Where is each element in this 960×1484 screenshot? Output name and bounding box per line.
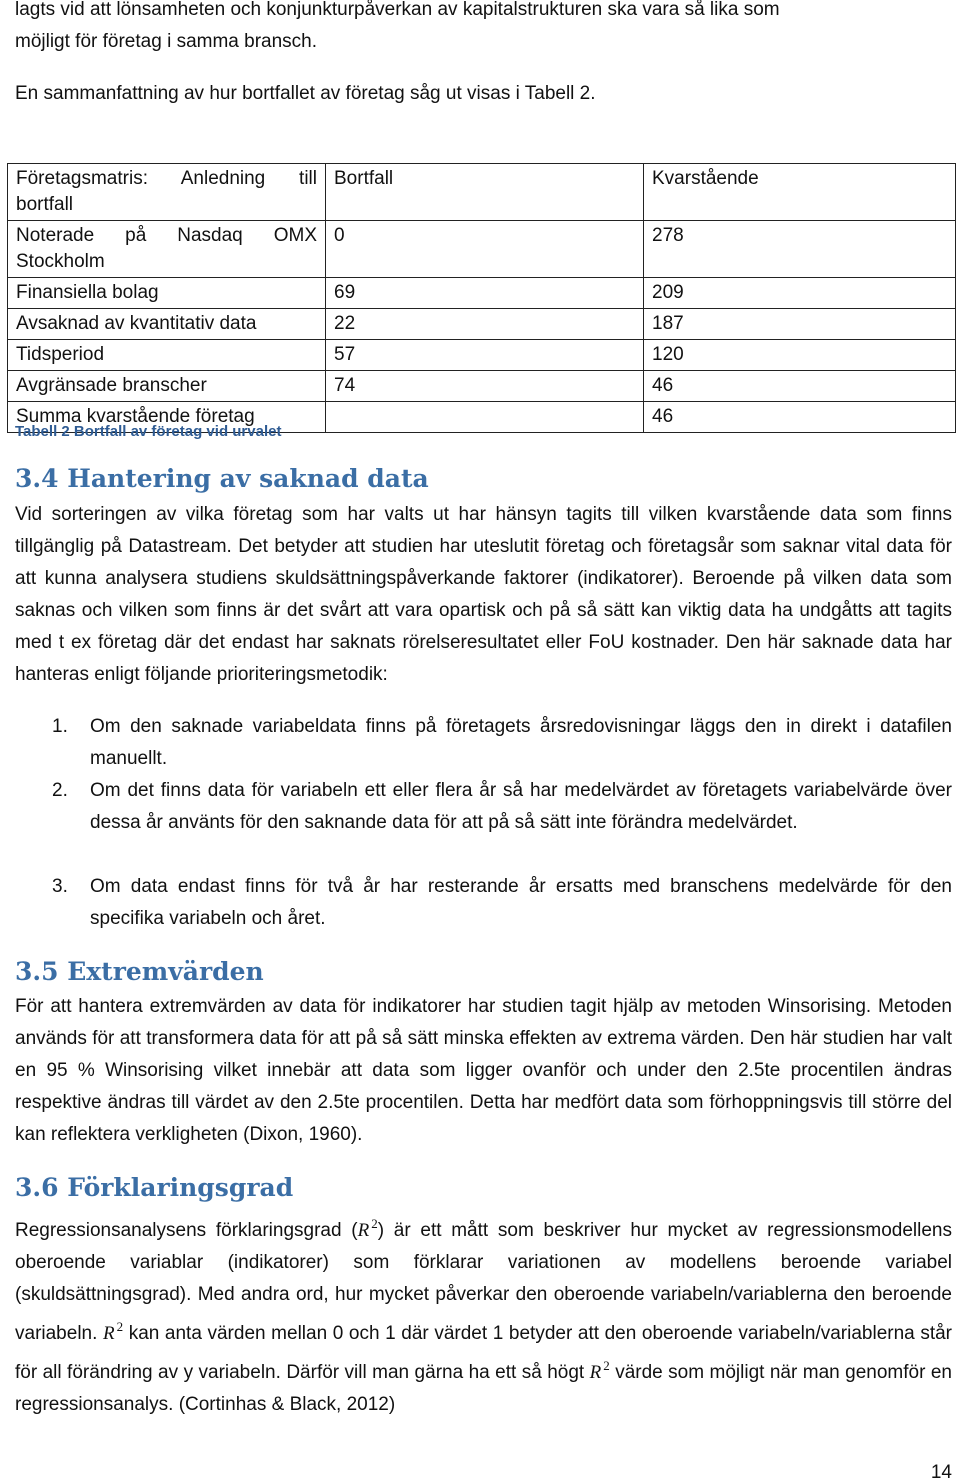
section-3-4-paragraph: Vid sorteringen av vilka företag som har valts ut har hänsyn tagits till vilken kvarstående data som finns tillgänglig på Datastream. Det betyder att studien har uteslutit företag och företagsår som saknar vital data för att kunna analysera studiens skuldsättningspåverkande faktorer (indikatorer). Beroende på vilken data som saknas och vilken som finns är det svårt att vara opartisk och på så sätt kan viktig data ha undgåtts att tagits med t ex företag där det endast har saknats rörelseresultatet eller FoU kostnader. Den här saknade data har hanteras enligt följande prioriteringsmetodik:: [15, 504, 952, 685]
list-item: Om den saknade variabeldata finns på företagets årsredovisningar läggs den in direkt i datafilen manuellt.: [90, 716, 952, 769]
table-cell: 278: [644, 221, 956, 278]
table-row: [8, 278, 956, 309]
list-item: Om det finns data för variabeln ett eller flera år så har medelvärdet av företagets variabelvärde över dessa år använts för den saknande data för att på så sätt inte förändra medelvärdet.: [90, 780, 952, 833]
list-item: Om data endast finns för två år har resterande år ersatts med branschens medelvärde för den specifika variabeln och året.: [90, 876, 952, 929]
table-cell: Finansiella bolag: [8, 278, 326, 309]
table-row: [8, 340, 956, 371]
table-cell: 187: [644, 309, 956, 340]
section-heading-3-5: 3.5 Extremvärden: [15, 957, 264, 986]
table-cell: Tidsperiod: [8, 340, 326, 371]
table-cell: 57: [326, 340, 644, 371]
list-number: 3.: [52, 876, 68, 897]
intro-line-2: möjligt för företag i samma bransch.: [15, 31, 318, 52]
page-number: 14: [930, 1462, 952, 1483]
table-cell: 74: [326, 371, 644, 402]
table-cell: 22: [326, 309, 644, 340]
table-cell: 46: [644, 371, 956, 402]
table-header-cell: Kvarstående: [644, 164, 956, 221]
section-3-5-paragraph: För att hantera extremvärden av data för indikatorer har studien tagit hjälp av metoden Winsorising. Metoden används för att transformera data för att på så sätt minska effekten av extrema värden. Den här studien har valt en 95 % Winsorising vilket innebär att data som ligger ovanför och under den 2.5te procentilen ändras respektive ändras till värdet av den 2.5te procentilen. Detta har medfört data som förhoppningsvis till större del kan reflektera verkligheten (Dixon, 1960).: [15, 996, 952, 1145]
section-3-6-paragraph: Regressionsanalysens förklaringsgrad (R $^2$) är ett mått som beskriver hur mycket av regressionsmodellens oberoende variablar (indikatorer) som förklarar variationen av modellens beroende variabel (skuldsättningsgrad). Med andra ord, hur mycket påverkar den oberoende variabeln/variablerna den beroende variabeln. R $^2$ kan anta värden mellan 0 och 1 där värdet 1 betyder att den oberoende variabeln/variablerna står för all förändring av y variabeln. Därför vill man gärna ha ett så högt R $^2$ värde som möjligt när man genomför en regressionsanalys. (Cortinhas & Black, 2012): [15, 1216, 952, 1415]
table-cell: 69: [326, 278, 644, 309]
table-cell: [326, 402, 644, 433]
table-cell: 120: [644, 340, 956, 371]
table-cell: 46: [644, 402, 956, 433]
section-heading-3-6: 3.6 Förklaringsgrad: [15, 1173, 294, 1202]
r-squared-symbol: R $^2$: [357, 1216, 378, 1241]
table-cell: Avgränsade branscher: [8, 371, 326, 402]
table-row: [8, 221, 956, 278]
table-row: [8, 309, 956, 340]
intro-line-1: lagts vid att lönsamheten och konjunkturpåverkan av kapitalstrukturen ska vara så lika som: [15, 0, 780, 20]
table-cell: 0: [326, 221, 644, 278]
dropout-table: [7, 163, 956, 433]
table-cell: Noterade på Nasdaq OMX Stockholm: [8, 221, 326, 278]
section-heading-3-4: 3.4 Hantering av saknad data: [15, 464, 429, 493]
table-cell: Summa kvarstående företag: [8, 402, 326, 433]
table-cell: 209: [644, 278, 956, 309]
table-header-cell: Bortfall: [326, 164, 644, 221]
table-cell: Avsaknad av kvantitativ data: [8, 309, 326, 340]
table-header-cell: Företagsmatris: Anledning till bortfall: [8, 164, 326, 221]
table-header-row: [8, 164, 956, 221]
r-squared-symbol: R $^2$: [589, 1358, 610, 1383]
table-caption: Tabell 2 Bortfall av företag vid urvalet: [15, 423, 282, 440]
r-squared-symbol: R $^2$: [102, 1319, 124, 1344]
table-row: [8, 371, 956, 402]
intro-line-3: En sammanfattning av hur bortfallet av företag såg ut visas i Tabell 2.: [15, 83, 596, 104]
list-number: 2.: [52, 780, 68, 801]
list-number: 1.: [52, 716, 68, 737]
